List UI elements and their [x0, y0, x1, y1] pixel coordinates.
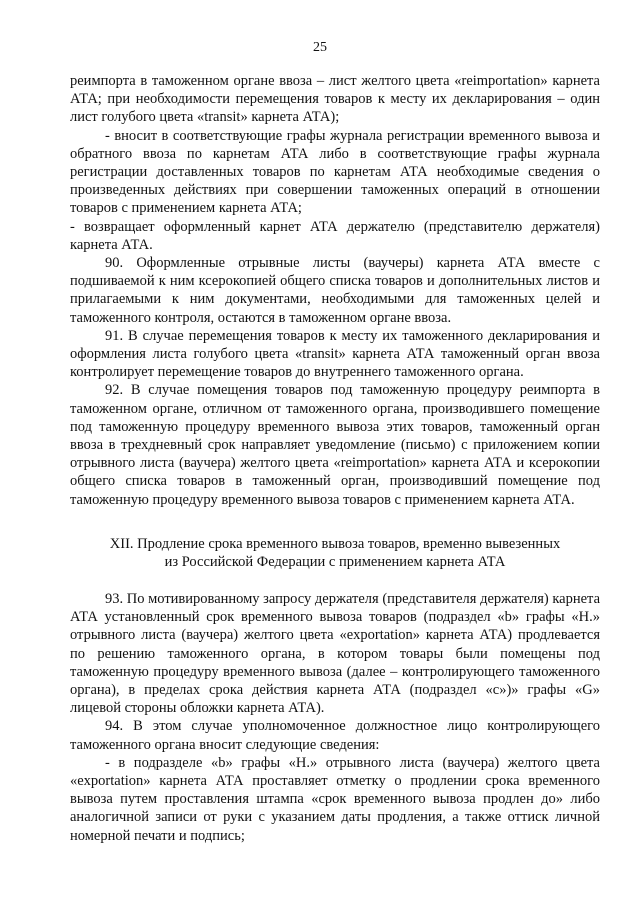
section-heading-line-1: XII. Продление срока временного вывоза товаров, временно вывезенных: [109, 536, 561, 552]
body-text-block-2: [70, 590, 600, 845]
page-number: 25: [313, 40, 327, 55]
paragraph: - в подразделе «b» графы «H.» отрывного листа (ваучера) желтого цвета «exportation» карнета АТА проставляет отметку о продлении срока временного вывоза путем проставления штампа «срок временного вывоза продлен до» либо аналогичной записи от руки с указанием даты продления, а также оттиск личной номерной печати и подпись;: [70, 754, 600, 844]
section-heading-line-2: из Российской Федерации с применением карнета АТА: [164, 554, 506, 571]
paragraph-93: 93. По мотивированному запросу держателя (представителя держателя) карнета АТА установленный срок временного вывоза товаров (подраздел «b» графы «H.» отрывного листа (ваучера) желтого цвета «exportation» карнета АТА) продлевается по решению таможенного органа, в котором товары были помещены под таможенную процедуру временного вывоза (далее – контролирующего таможенного органа), в пределах срока действия карнета АТА (подраздел «c»)» графы «G» лицевой стороны обложки карнета АТА).: [70, 591, 601, 717]
paragraph: реимпорта в таможенном органе ввоза – лист желтого цвета «reimportation» карнета АТА; при необходимости перемещения товаров к месту их декларирования – один лист голубого цвета «transit» карнета АТА);: [70, 73, 600, 126]
paragraph-91: 91. В случае перемещения товаров к месту их таможенного декларирования и оформления листа голубого цвета «transit» карнета АТА таможенный орган ввоза контролирует перемещение товаров до внутреннего таможенного органа.: [70, 327, 600, 381]
section-heading: [70, 535, 600, 571]
body-text-block-1: [70, 72, 600, 509]
paragraph: - вносит в соответствующие графы журнала регистрации временного вывоза и обратного ввоза по карнетам АТА либо в соответствующие графы журнала регистрации доставленных товаров по карнетам АТА необходимые сведения о произведенных действиях при совершении таможенных операций в отношении товаров с применением карнета АТА;: [70, 127, 600, 217]
paragraph-90: 90. Оформленные отрывные листы (ваучеры) карнета АТА вместе с подшиваемой к ним ксерокопией общего списка товаров и дополнительных листов и прилагаемыми к ним документами, необходимыми для таможенных целей и таможенного контроля, остаются в таможенном органе ввоза.: [70, 255, 600, 326]
paragraph-92: 92. В случае помещения товаров под таможенную процедуру реимпорта в таможенном органе, отличном от таможенного органа, производившего помещение под таможенную процедуру временного вывоза этих товаров, таможенный орган ввоза в трехдневный срок направляет уведомление (письмо) с приложением копии отрывного листа (ваучера) желтого цвета «reimportation» карнета АТА и ксерокопии общего списка товаров в таможенный орган, производивший помещение под таможенную процедуру временного вывоза товаров с применением карнета АТА.: [70, 382, 600, 508]
paragraph-94: 94. В этом случае уполномоченное должностное лицо контролирующего таможенного органа вносит следующие сведения:: [70, 718, 600, 753]
paragraph: - возвращает оформленный карнет АТА держателю (представителю держателя) карнета АТА.: [70, 218, 600, 253]
